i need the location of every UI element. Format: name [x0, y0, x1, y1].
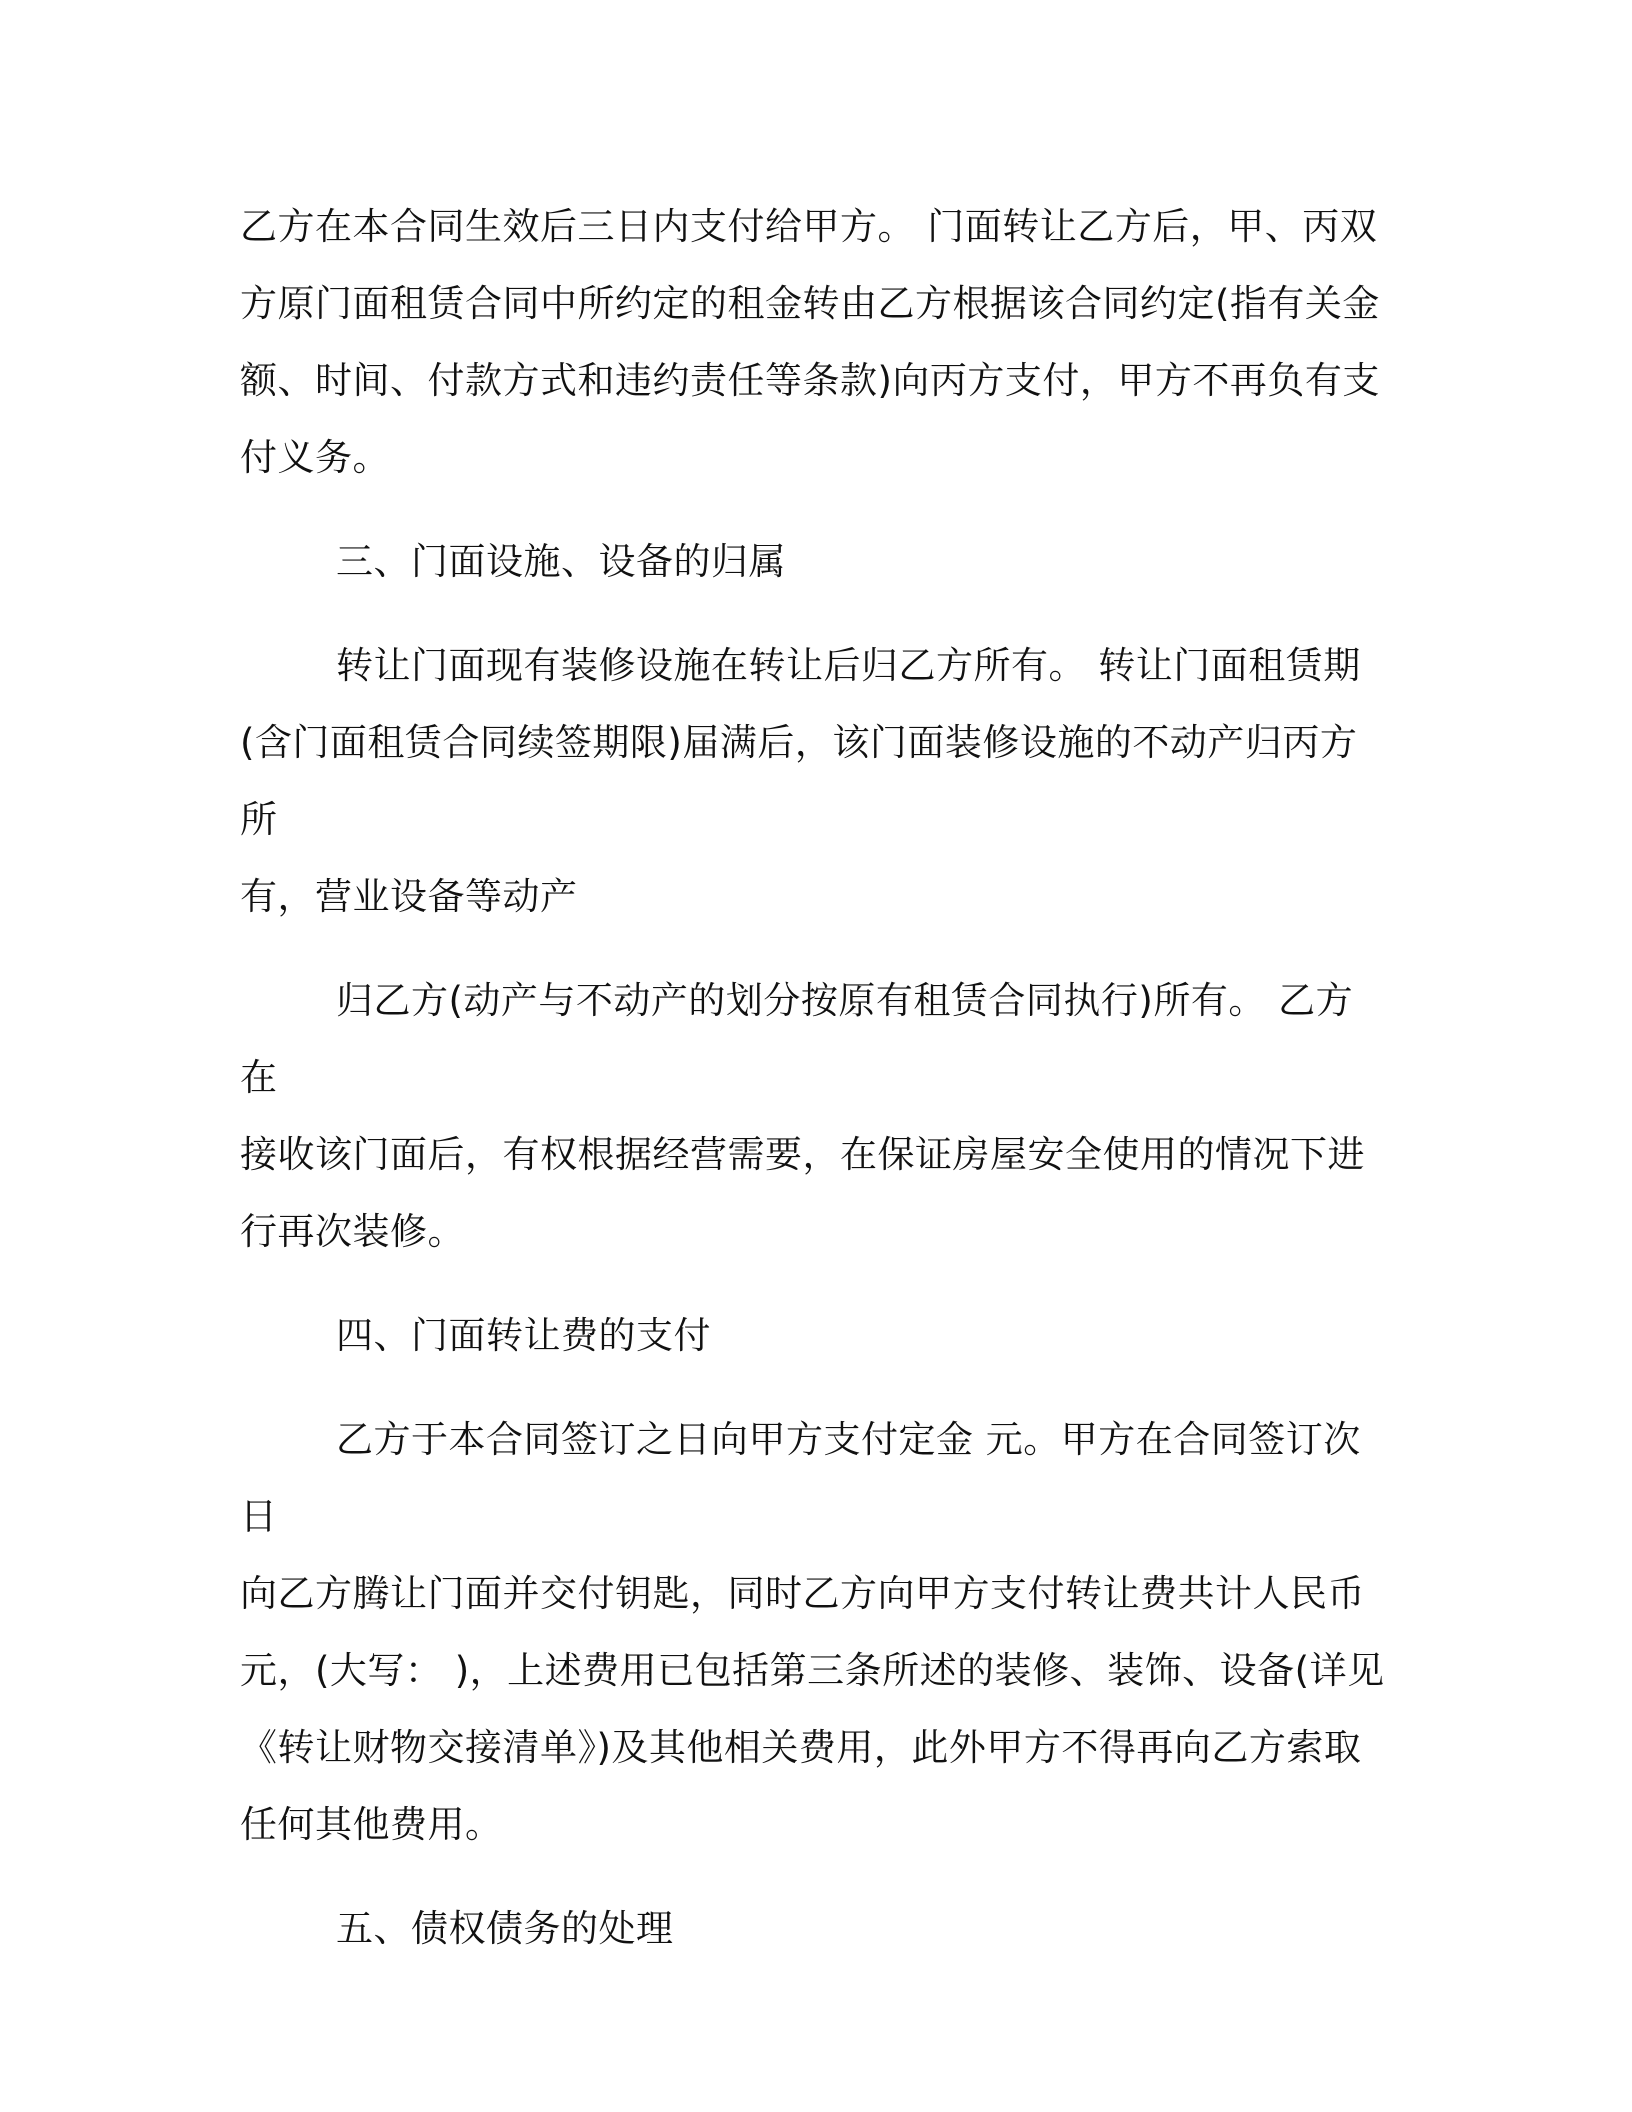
document-body — [240, 188, 1390, 1967]
heading-text: 三、门面设施、设备的归属 — [336, 540, 786, 583]
text-line: 乙方在本合同生效后三日内支付给甲方。 门面转让乙方后，甲、丙双 — [240, 205, 1378, 248]
text-line: 有，营业设备等动产 — [240, 875, 578, 918]
text-line: 向乙方腾让门面并交付钥匙，同时乙方向甲方支付转让费共计人民币 — [240, 1572, 1365, 1615]
text-line: 元，(大写： )，上述费用已包括第三条所述的装修、装饰、设备(详见 — [240, 1649, 1385, 1692]
paragraph-payment-obligation — [240, 188, 1390, 496]
text-line: 付义务。 — [240, 436, 390, 479]
text-line: 任何其他费用。 — [240, 1803, 503, 1846]
text-line: 接收该门面后，有权根据经营需要，在保证房屋安全使用的情况下进 — [240, 1133, 1365, 1176]
section-heading-4 — [240, 1297, 1390, 1374]
text-line: (含门面租赁合同续签期限)届满后，该门面装修设施的不动产归丙方所 — [240, 721, 1358, 841]
heading-text: 四、门面转让费的支付 — [336, 1314, 711, 1357]
section-heading-3 — [240, 523, 1390, 600]
paragraph-facilities-ownership — [240, 627, 1390, 935]
text-line: 转让门面现有装修设施在转让后归乙方所有。 转让门面租赁期 — [336, 644, 1361, 687]
text-line: 《转让财物交接清单》)及其他相关费用，此外甲方不得再向乙方索取 — [240, 1726, 1362, 1769]
text-line: 方原门面租赁合同中所约定的租金转由乙方根据该合同约定(指有关金 — [240, 282, 1380, 325]
text-line: 额、时间、付款方式和违约责任等条款)向丙方支付，甲方不再负有支 — [240, 359, 1380, 402]
heading-text: 五、债权债务的处理 — [336, 1907, 674, 1950]
paragraph-movable-property — [240, 962, 1390, 1270]
text-line: 归乙方(动产与不动产的划分按原有租赁合同执行)所有。 乙方在 — [240, 979, 1354, 1099]
text-line: 乙方于本合同签订之日向甲方支付定金 元。甲方在合同签订次日 — [240, 1418, 1361, 1538]
section-heading-5 — [240, 1890, 1390, 1967]
paragraph-transfer-fee — [240, 1401, 1390, 1863]
text-line: 行再次装修。 — [240, 1210, 465, 1253]
